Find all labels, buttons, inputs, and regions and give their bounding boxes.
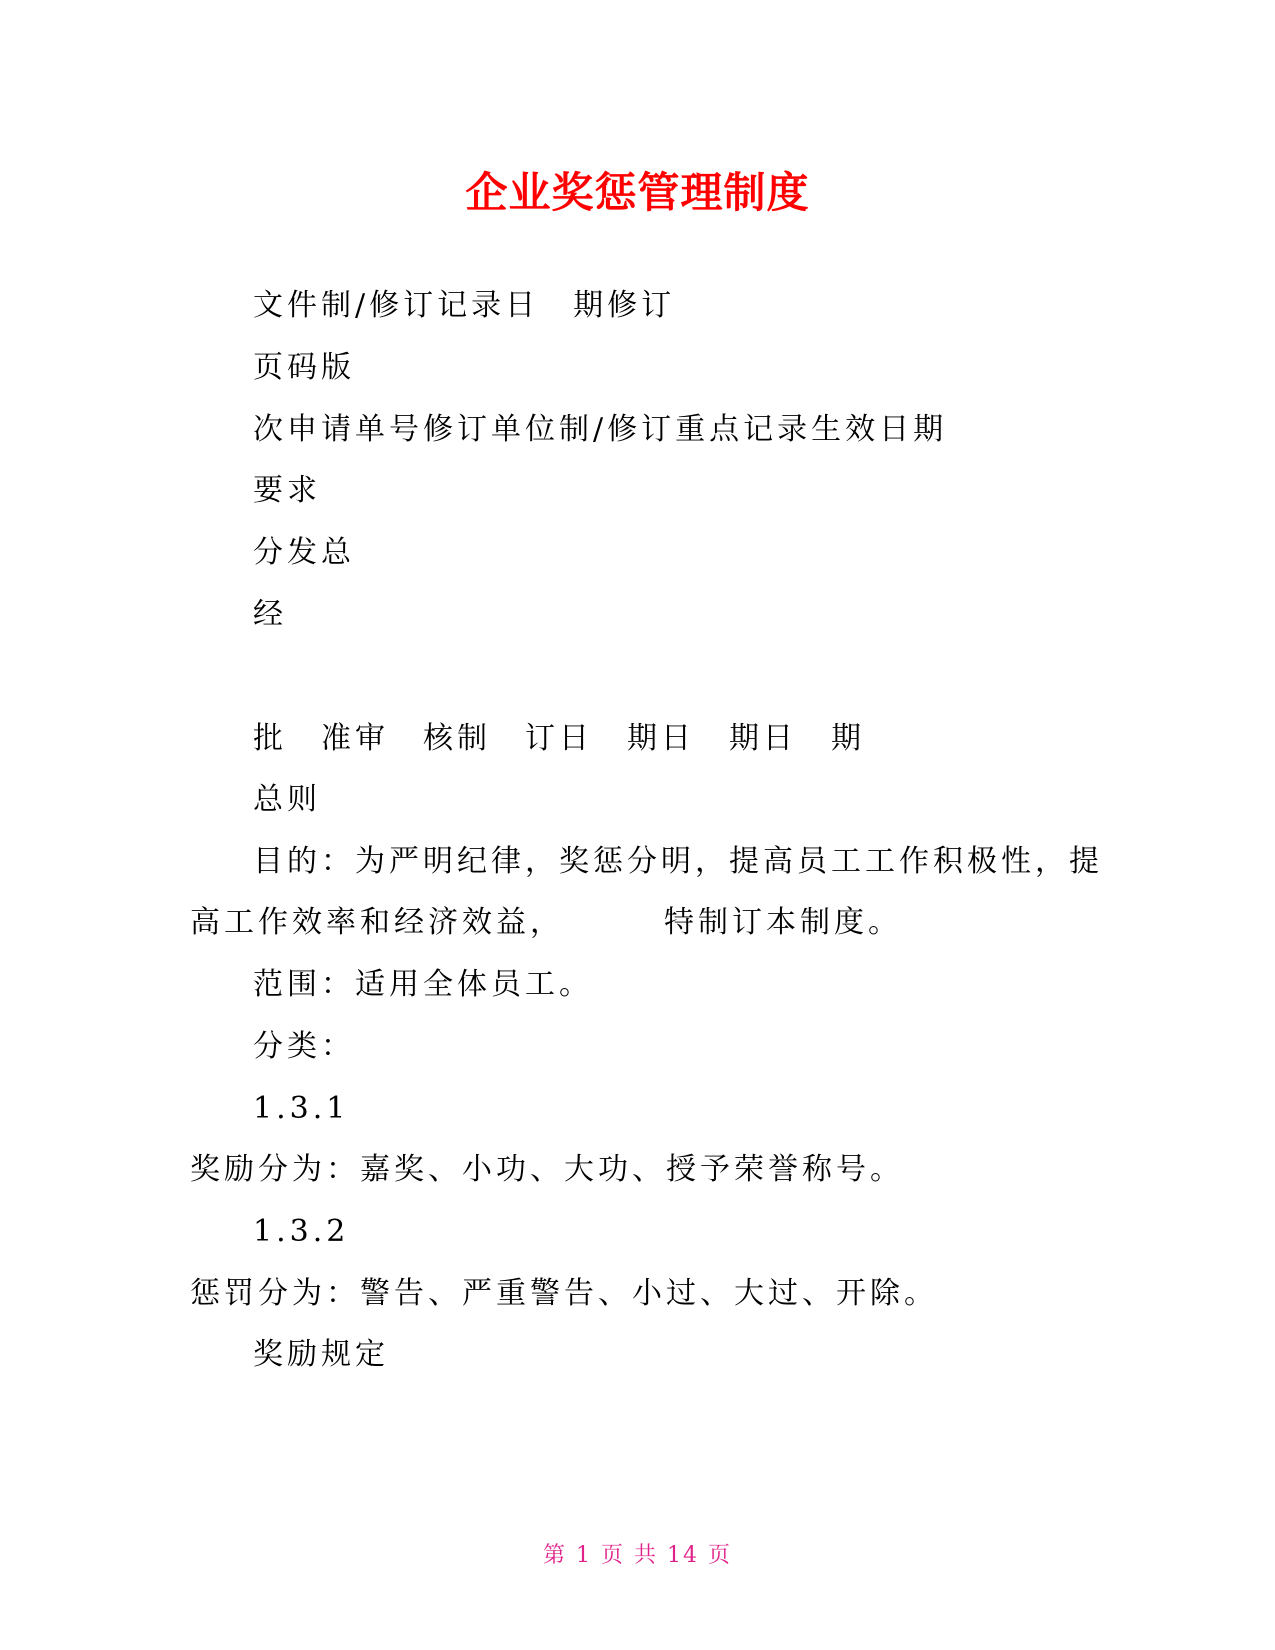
purpose-continuation-part: 特制订本制度。 <box>664 905 902 940</box>
clause-number: 1.3.2 <box>253 1214 350 1249</box>
section-heading-rewards: 奖励规定 <box>253 1337 389 1372</box>
classification-line: 分类： <box>253 1029 355 1064</box>
reward-types-line: 奖励分为：嘉奖、小功、大功、授予荣誉称号。 <box>190 1152 904 1187</box>
document-title: 企业奖惩管理制度 <box>465 168 810 217</box>
distribution-line: 分发总 <box>253 535 355 570</box>
scope-line: 范围：适用全体员工。 <box>253 967 593 1002</box>
requirement-line: 要求 <box>253 473 321 508</box>
manager-line: 经 <box>253 597 287 632</box>
section-heading-general: 总则 <box>253 782 321 817</box>
approval-line <box>253 721 865 757</box>
purpose-continuation-part: 高工作效率和经济效益， <box>190 905 564 940</box>
purpose-line: 目的：为严明纪律，奖惩分明，提高员工工作积极性，提 <box>253 844 1103 879</box>
approval-cell: 准审 <box>321 721 389 756</box>
page-version-line: 页码版 <box>253 350 355 385</box>
revision-record-line: 文件制/修订记录日 期修订 <box>253 288 676 323</box>
penalty-types-line: 惩罚分为：警告、严重警告、小过、大过、开除。 <box>190 1276 938 1311</box>
approval-cell: 批 <box>253 721 287 756</box>
approval-cell: 期日 <box>729 721 797 756</box>
approval-cell: 核制 <box>423 721 491 756</box>
approval-cell: 订日 <box>525 721 593 756</box>
approval-cell: 期 <box>831 721 865 756</box>
clause-number: 1.3.1 <box>253 1091 350 1126</box>
approval-cell: 期日 <box>627 721 695 756</box>
page-footer: 第 1 页 共 14 页 <box>543 1543 732 1568</box>
purpose-continuation-line <box>190 905 902 941</box>
revision-columns-line: 次申请单号修订单位制/修订重点记录生效日期 <box>253 412 948 447</box>
